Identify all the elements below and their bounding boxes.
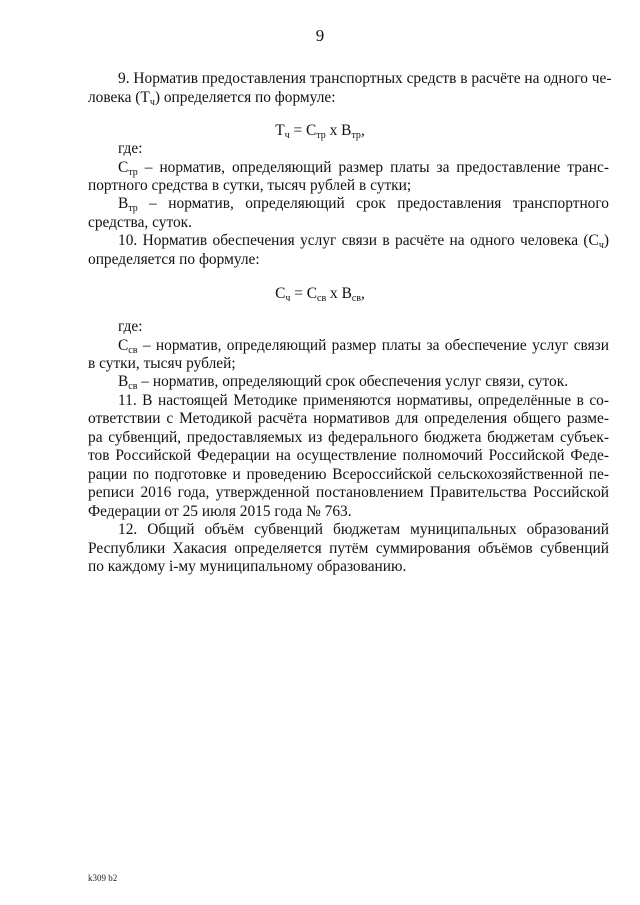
- paragraph-11-line: реписи 2016 года, утвержденной постановлением Правительства Российской: [88, 484, 609, 501]
- page-number: 9: [315, 26, 325, 45]
- paragraph-10-line-2: определяется по формуле:: [88, 251, 260, 268]
- where-label-1: где:: [118, 140, 143, 157]
- formula-transport: $Т_ч = С_{тр}$ х $В_{тр}$,: [275, 122, 365, 141]
- paragraph-12-line: Республики Хакасия определяется путём суммирования объёмов субвенций: [88, 540, 609, 557]
- paragraph-9-line-1: 9. Норматив предоставления транспортных средств в расчёте на одного че-: [118, 70, 612, 87]
- formula-communications: $С_ч = С_{св}$ х $В_{св}$,: [275, 285, 365, 304]
- paragraph-10-line-1: 10. Норматив обеспечения услуг связи в расчёте на одного человека $(С_ч)$: [118, 232, 609, 251]
- definition-v-tr-line-2: средства, суток.: [88, 214, 192, 231]
- paragraph-11-line: ра субвенций, предоставляемых из федерального бюджета бюджетам субъек-: [88, 429, 609, 446]
- paragraph-11-line: ответствии с Методикой расчёта нормативов для определения общего разме-: [88, 410, 609, 427]
- definition-c-tr-line-1: $С_{тр}$ – норматив, определяющий размер платы за предоставление транс-: [118, 159, 609, 178]
- definition-c-tr-line-2: портного средства в сутки, тысяч рублей в сутки;: [88, 177, 412, 194]
- paragraph-11-line: тов Российской Федерации на осуществление полномочий Российской Феде-: [88, 447, 609, 464]
- paragraph-12-line: 12. Общий объём субвенций бюджетам муниципальных образований: [118, 521, 609, 538]
- definition-c-sv-line-2: в сутки, тысяч рублей;: [88, 355, 236, 372]
- paragraph-11-line: рации по подготовке и проведению Всероссийской сельскохозяйственной пе-: [88, 466, 609, 483]
- definition-v-tr-line-1: $В_{тр}$ – норматив, определяющий срок предоставления транспортного: [118, 195, 609, 214]
- paragraph-11-line: 11. В настоящей Методике применяются нормативы, определённые в со-: [118, 392, 609, 409]
- paragraph-9-line-2: ловека $(Т_ч)$ определяется по формуле:: [88, 89, 336, 108]
- definition-v-sv: $В_{св}$ – норматив, определяющий срок обеспечения услуг связи, суток.: [118, 373, 569, 392]
- footer-document-code: k309 b2: [88, 873, 118, 883]
- where-label-2: где:: [118, 318, 143, 335]
- paragraph-12-line: по каждому i-му муниципальному образованию.: [88, 558, 407, 575]
- definition-c-sv-line-1: $С_{св}$ – норматив, определяющий размер платы за обеспечение услуг связи: [118, 337, 609, 356]
- paragraph-11-line: Федерации от 25 июля 2015 года № 763.: [88, 503, 352, 520]
